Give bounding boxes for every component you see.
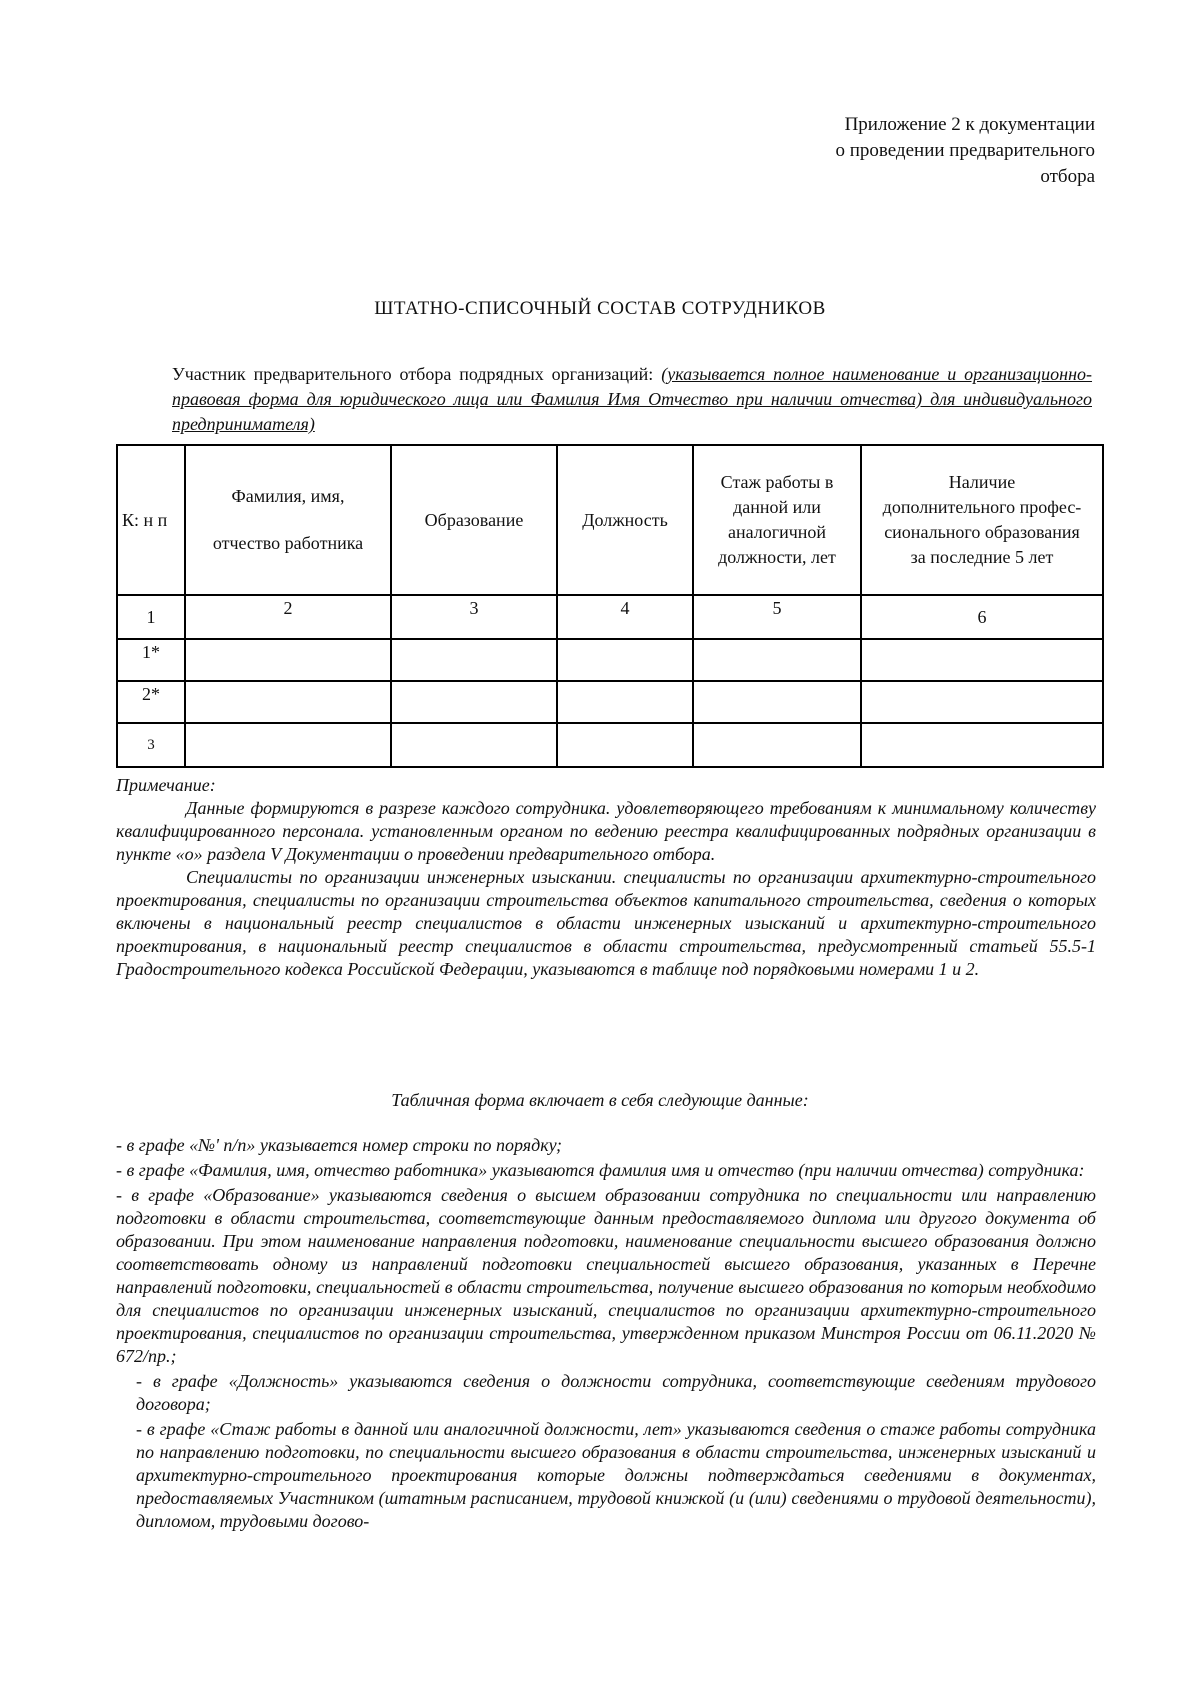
participant-instruction-1: (указывается полное наименование и организационно-правовая форма для: [172, 364, 1093, 409]
table-cell: [185, 723, 391, 767]
header-experience-line-3: аналогичной: [727, 522, 827, 542]
header-num: К: н п: [117, 445, 185, 595]
header-name-line-2: отчество работника: [212, 533, 364, 553]
table-cell: [557, 639, 693, 681]
row-number: 2*: [117, 681, 185, 723]
note-heading: Примечание:: [116, 775, 216, 795]
column-number-2: 2: [185, 595, 391, 639]
table-cell: [557, 681, 693, 723]
header-experience-line-4: должности, лет: [718, 547, 836, 567]
header-name: [185, 445, 391, 595]
participant-line: [172, 362, 1092, 437]
table-cell: [693, 639, 861, 681]
note-paragraph-2: Специалисты по организации инженерных изыскании. специалисты по организации архитектурно-строительного проектирования, специалисты по организации строительства объектов капитального строительства, сведения о которых включены в национальный реестр специалистов в области инженерных изысканий и архитектурно-строительного проектирования, в национальный реестр специалистов в области строительства, предусмотренный статьей 55.5-1 Градостроительного кодекса Российской Федерации, указываются в таблице под порядковыми номерами 1 и 2.: [116, 867, 1096, 979]
header-additional-education: [861, 445, 1103, 595]
table-cell: [391, 723, 557, 767]
table-form-title: Табличная форма включает в себя следующие данные:: [391, 1090, 809, 1110]
rule-item: - в графе «Фамилия, имя, отчество работника» указываются фамилия имя и отчество (при наличии отчества) сотрудника:: [116, 1160, 1085, 1180]
column-number-1: 1: [117, 595, 185, 639]
rules-list: [116, 1134, 1096, 1535]
column-number-6: 6: [861, 595, 1103, 639]
table-row: [117, 723, 1103, 767]
column-number-row: [117, 595, 1103, 639]
header-additional-line-4: за последние 5 лет: [910, 547, 1054, 567]
table-cell: [861, 681, 1103, 723]
table-cell: [185, 681, 391, 723]
appendix-line-1: Приложение 2 к документации: [844, 114, 1095, 135]
staff-table: [116, 444, 1104, 768]
appendix-line-3: отбора: [1040, 166, 1095, 187]
header-name-line-1: Фамилия, имя,: [231, 486, 345, 506]
note-section: [116, 774, 1096, 981]
table-cell: [861, 723, 1103, 767]
table-cell: [861, 639, 1103, 681]
table-cell: [693, 681, 861, 723]
column-number-4: 4: [557, 595, 693, 639]
table-cell: [391, 681, 557, 723]
page-title: ШТАТНО-СПИСОЧНЫЙ СОСТАВ СОТРУДНИКОВ: [374, 298, 826, 319]
column-number-3: 3: [391, 595, 557, 639]
participant-instruction-2: юридического лица или Фамилия Имя Отчество при наличии отчества) для индивидуального предпринимателя): [172, 389, 1092, 434]
rule-item: - в графе «Должность» указываются сведения о должности сотрудника, соответствующие сведениям трудового договора;: [136, 1371, 1096, 1414]
header-experience-line-1: Стаж работы в: [720, 472, 834, 492]
rule-item: - в графе «№' п/п» указывается номер строки по порядку;: [116, 1135, 562, 1155]
header-additional-line-3: сионального образования: [884, 522, 1080, 542]
header-experience: [693, 445, 861, 595]
table-cell: [391, 639, 557, 681]
table-cell: [185, 639, 391, 681]
header-additional-line-2: дополнительного профес-: [882, 497, 1082, 517]
table-row: [117, 639, 1103, 681]
table-cell: [557, 723, 693, 767]
participant-lead: Участник предварительного отбора подрядных организаций:: [172, 364, 662, 384]
table-cell: [693, 723, 861, 767]
column-number-5: 5: [693, 595, 861, 639]
appendix-header: [835, 112, 1095, 190]
header-position: Должность: [557, 445, 693, 595]
table-header-row: [117, 445, 1103, 595]
rule-item: - в графе «Образование» указываются сведения о высшем образовании сотрудника по специальности или направлению подготовки в области строительства, соответствующие данным предоставляемого диплома или другого документа об образовании. При этом наименование направления подготовки, наименование специальности высшего образования должно соответствовать одному из направлений подготовки специальностей высшего образования, указанных в Перечне направлений подготовки, специальностей в области строительства, получение высшего образования по которым необходимо для специалистов по организации инженерных изысканий, специалистов по организации архитектурно-строительного проектирования, специалистов по организации строительства, утвержденном приказом Минстроя России от 06.11.2020 № 672/пр.;: [116, 1185, 1096, 1366]
header-experience-line-2: данной или: [733, 497, 821, 517]
row-number: 3: [117, 723, 185, 767]
note-paragraph-1: Данные формируются в разрезе каждого сотрудника. удовлетворяющего требованиям к минимальному количеству квалифицированного персонала. установленным органом по ведению реестра квалифицированных подрядных организации в пункте «о» раздела V Документации о проведении предварительного отбора.: [116, 798, 1096, 864]
appendix-line-2: о проведении предварительного: [835, 140, 1095, 161]
table-row: [117, 681, 1103, 723]
header-education: Образование: [391, 445, 557, 595]
rule-item: - в графе «Стаж работы в данной или аналогичной должности, лет» указываются сведения о стаже работы сотрудника по направлению подготовки, по специальности высшего образования в области строительства, инженерных изысканий и архитектурно-строительного проектирования которые должны подтверждаться сведениями в документах, предоставляемых Участником (штатным расписанием, трудовой книжкой (и (или) сведениями о трудовой деятельности), дипломом, трудовыми догово-: [136, 1419, 1096, 1531]
header-additional-line-1: Наличие: [948, 472, 1016, 492]
row-number: 1*: [117, 639, 185, 681]
